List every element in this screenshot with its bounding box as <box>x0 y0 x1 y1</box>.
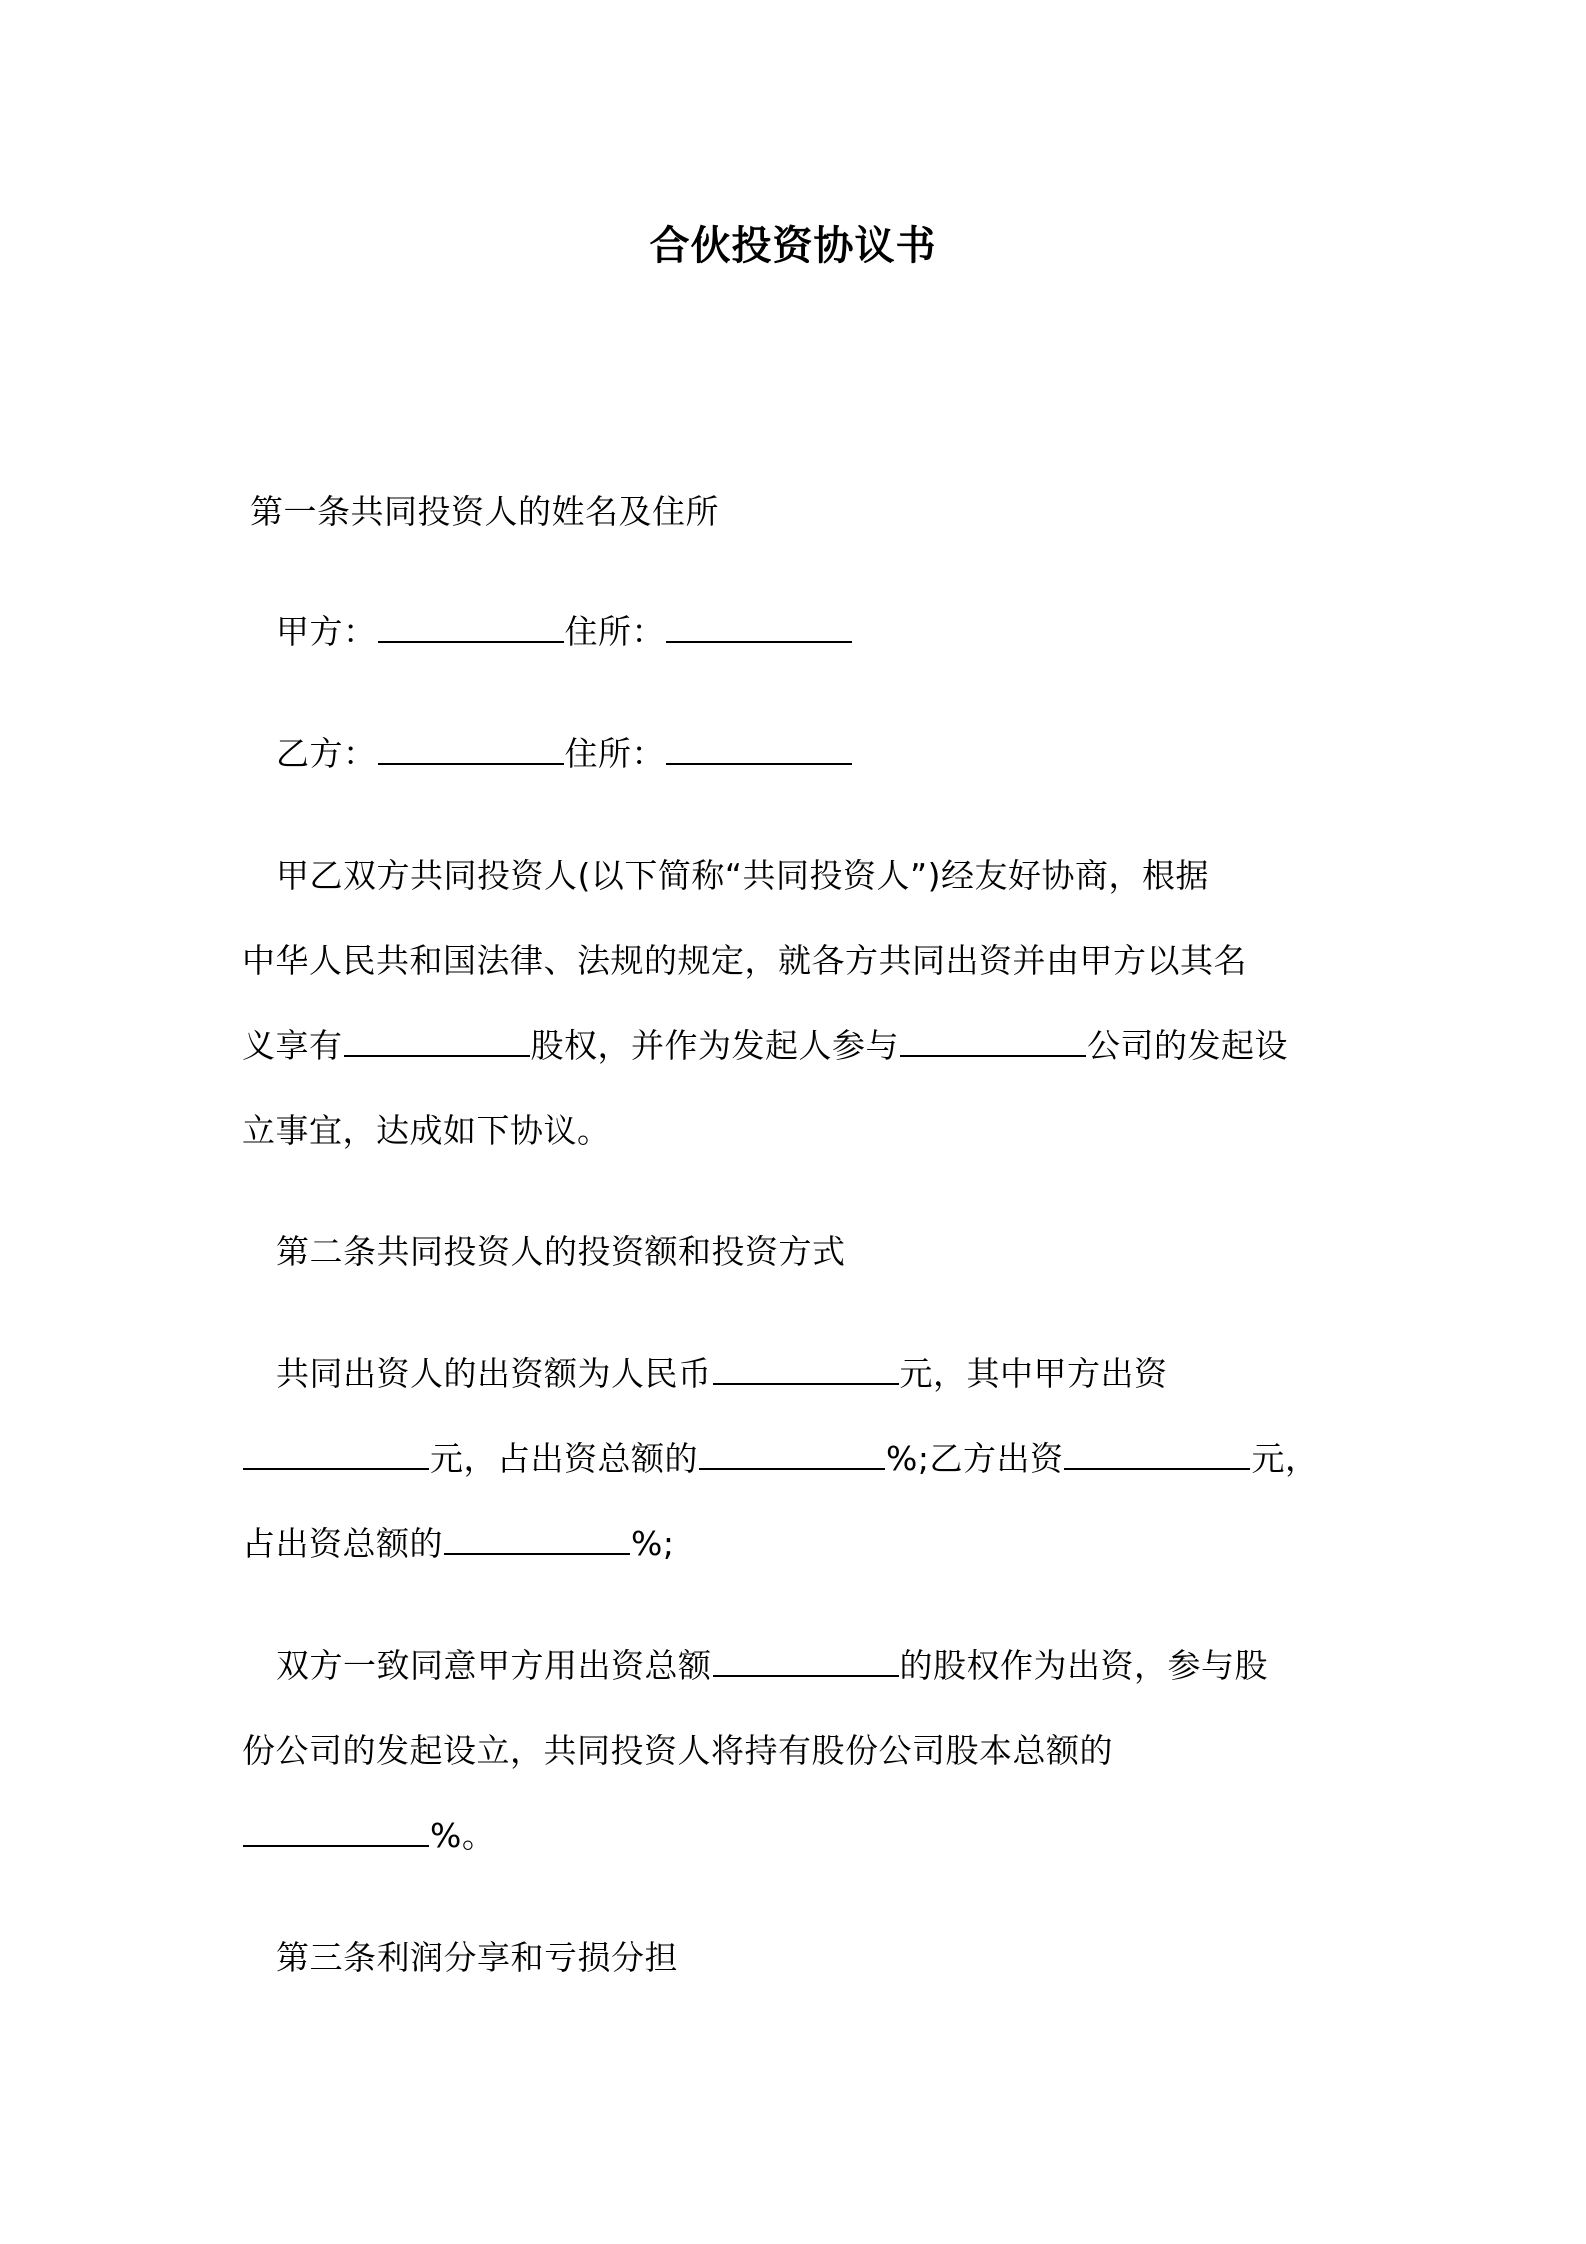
article3-heading: 第三条利润分享和亏损分担 <box>276 1938 678 1977</box>
party-b-amount-blank[interactable] <box>1064 1440 1250 1470</box>
para-text: 共同出资人的出资额为人民币 <box>276 1354 712 1393</box>
article2-p2-line2: 份公司的发起设立，共同投资人将持有股份公司股本总额的 <box>242 1731 1113 1770</box>
party-b-label: 乙方： <box>276 734 377 773</box>
article2-p1-line3 <box>242 1520 674 1568</box>
para-text: %。 <box>430 1816 496 1855</box>
para-text: 双方一致同意甲方用出资总额 <box>276 1646 712 1685</box>
equity-blank[interactable] <box>344 1027 530 1057</box>
total-amount-blank[interactable] <box>713 1355 899 1385</box>
party-b-address-label: 住所： <box>564 734 665 773</box>
party-a-address-label: 住所： <box>564 612 665 651</box>
para-text: %; <box>631 1524 675 1563</box>
article2-p2-line1 <box>276 1642 1268 1690</box>
para-text: 的股权作为出资，参与股 <box>899 1646 1268 1685</box>
party-b-name-blank[interactable] <box>378 735 564 765</box>
party-b-percent-blank[interactable] <box>444 1525 630 1555</box>
article1-para-line3 <box>242 1022 1288 1070</box>
para-text: 义享有 <box>242 1026 343 1065</box>
party-a-address-blank[interactable] <box>666 613 852 643</box>
party-a-amount-blank[interactable] <box>243 1440 429 1470</box>
para-text: 公司的发起设 <box>1087 1026 1288 1065</box>
party-b-line <box>276 730 853 778</box>
party-a-name-blank[interactable] <box>378 613 564 643</box>
para-text: 元， <box>1251 1439 1319 1478</box>
party-b-address-blank[interactable] <box>666 735 852 765</box>
party-a-percent-blank[interactable] <box>699 1440 885 1470</box>
para-text: %;乙方出资 <box>886 1439 1064 1478</box>
party-a-line <box>276 608 853 656</box>
equity-total-blank[interactable] <box>713 1647 899 1677</box>
party-a-label: 甲方： <box>276 612 377 651</box>
article2-p1-line2 <box>242 1435 1318 1483</box>
para-text: 元，其中甲方出资 <box>899 1354 1168 1393</box>
para-text: 股权，并作为发起人参与 <box>530 1026 899 1065</box>
article2-p1-line1 <box>276 1350 1168 1398</box>
share-percent-blank[interactable] <box>243 1817 429 1847</box>
article2-p2-line3 <box>242 1812 495 1860</box>
company-name-blank[interactable] <box>900 1027 1086 1057</box>
article1-para-line2: 中华人民共和国法律、法规的规定，就各方共同出资并由甲方以其名 <box>242 941 1247 980</box>
para-text: 元，占出资总额的 <box>430 1439 698 1478</box>
article1-para-line1: 甲乙双方共同投资人(以下简称“共同投资人”)经友好协商，根据 <box>276 856 1209 895</box>
article2-heading: 第二条共同投资人的投资额和投资方式 <box>276 1232 846 1271</box>
para-text: 占出资总额的 <box>242 1524 443 1563</box>
document-title: 合伙投资协议书 <box>649 223 937 269</box>
article1-para-line4: 立事宜，达成如下协议。 <box>242 1111 611 1150</box>
article1-heading: 第一条共同投资人的姓名及住所 <box>250 492 719 531</box>
